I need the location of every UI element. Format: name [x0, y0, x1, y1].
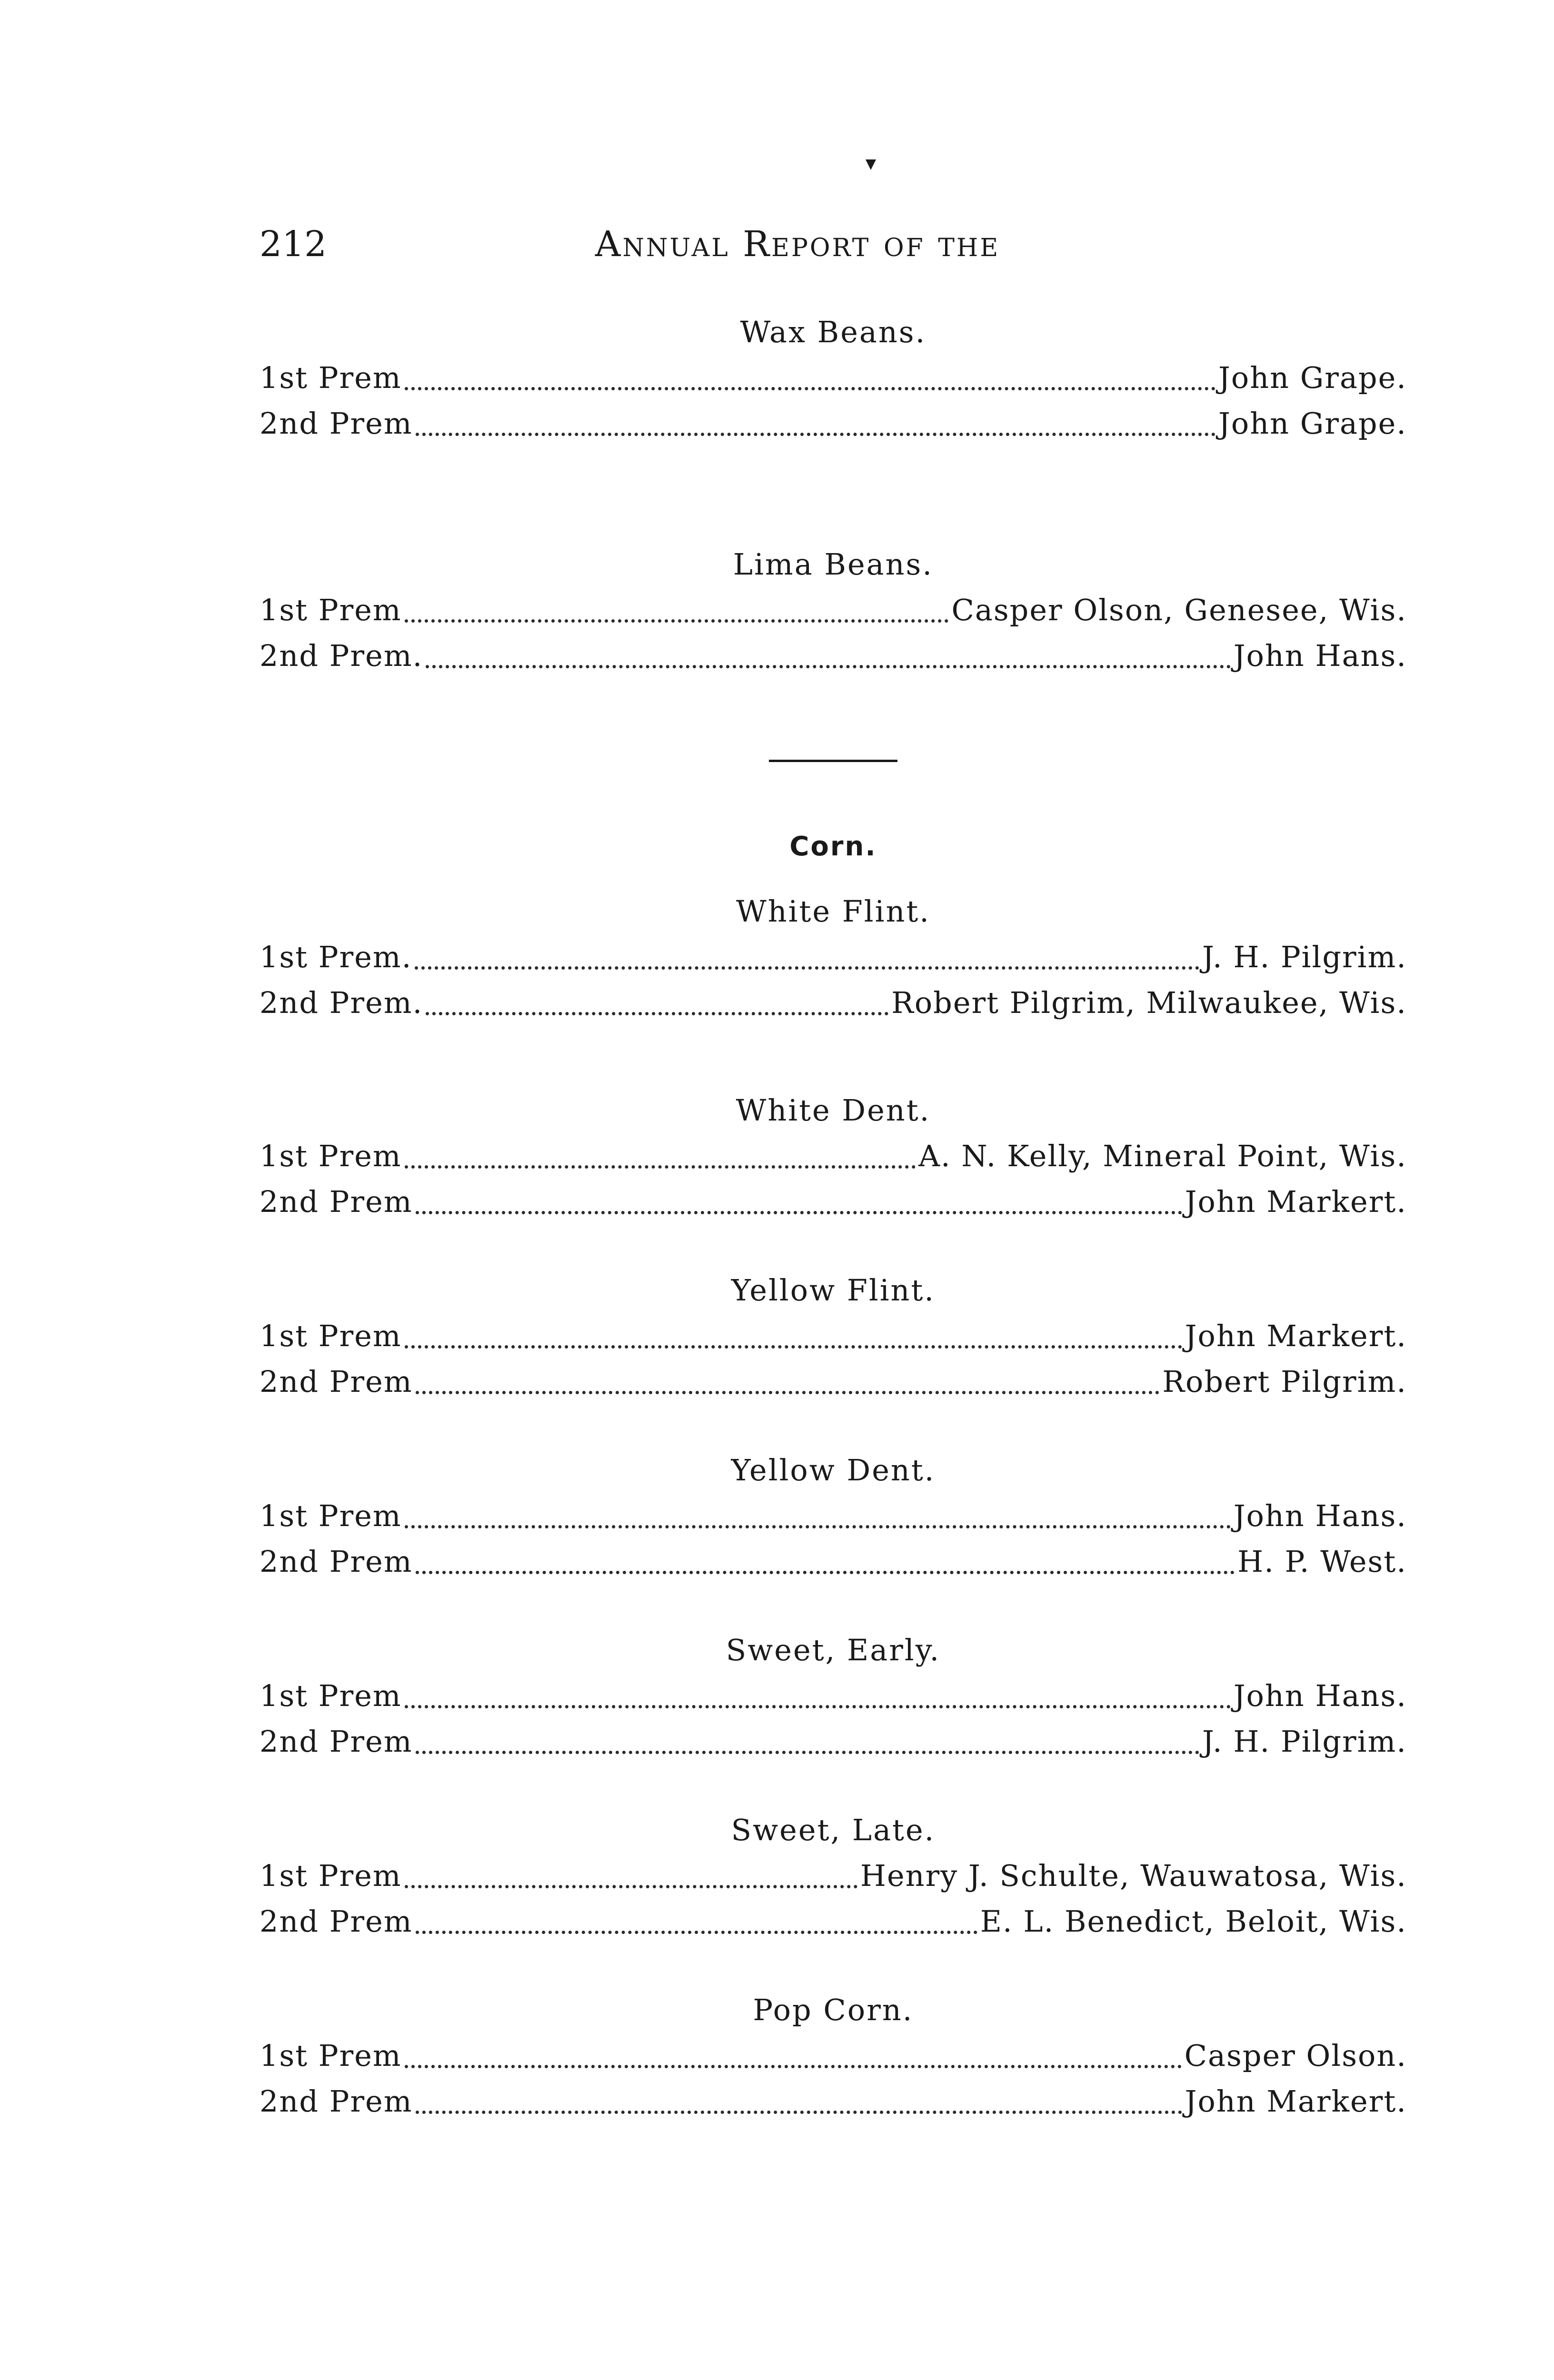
premium-winner: H. P. West. — [1237, 1544, 1407, 1579]
category-title: Pop Corn. — [753, 1993, 914, 2027]
premium-winner: J. H. Pilgrim. — [1202, 1724, 1407, 1759]
category-section — [259, 1448, 1407, 1585]
category-section — [259, 1268, 1407, 1405]
premium-winner: Robert Pilgrim, Milwaukee, Wis. — [891, 985, 1407, 1020]
category-title: Yellow Flint. — [731, 1273, 936, 1308]
premium-row — [259, 1493, 1407, 1539]
dot-leader — [416, 433, 1215, 436]
premium-winner: A. N. Kelly, Mineral Point, Wis. — [918, 1139, 1407, 1173]
premium-row — [259, 2033, 1407, 2079]
premium-row — [259, 587, 1407, 633]
category-section — [259, 1088, 1407, 1225]
premium-winner: John Markert. — [1185, 2084, 1407, 2119]
premium-row — [259, 1359, 1407, 1405]
page-number: 212 — [259, 224, 327, 265]
premium-place: 2nd Prem. — [259, 985, 423, 1020]
dot-leader — [426, 1012, 888, 1015]
premium-place: 1st Prem — [259, 360, 402, 395]
running-title: Annual Report of the — [595, 224, 1000, 265]
premium-row — [259, 934, 1407, 980]
category-section — [259, 889, 1407, 1026]
premium-list — [259, 309, 1407, 2124]
premium-row — [259, 1313, 1407, 1359]
dot-leader — [416, 2111, 1182, 2114]
premium-place: 1st Prem — [259, 1139, 402, 1173]
premium-winner: Casper Olson, Genesee, Wis. — [951, 593, 1407, 627]
category-title: Sweet, Late. — [731, 1813, 936, 1847]
dot-leader — [405, 387, 1215, 390]
dot-leader — [405, 1345, 1182, 1349]
dot-leader — [416, 1211, 1182, 1214]
category-title: Sweet, Early. — [726, 1633, 941, 1667]
printer-mark — [866, 159, 876, 170]
dot-leader — [416, 1391, 1160, 1394]
dot-leader — [426, 665, 1230, 668]
premium-winner: John Hans. — [1233, 1498, 1407, 1533]
category-section — [259, 542, 1407, 679]
dot-leader — [416, 1571, 1235, 1574]
premium-winner: Casper Olson. — [1184, 2038, 1407, 2073]
category-section — [259, 309, 1407, 446]
category-section — [259, 1627, 1407, 1765]
dot-leader — [405, 1705, 1231, 1708]
category-title: Wax Beans. — [740, 315, 926, 349]
premium-place: 2nd Prem. — [259, 638, 423, 673]
dot-leader — [415, 966, 1199, 970]
premium-winner: John Hans. — [1233, 1678, 1407, 1713]
premium-row — [259, 1133, 1407, 1179]
premium-place: 1st Prem — [259, 1498, 402, 1533]
premium-row — [259, 633, 1407, 679]
premium-row — [259, 1179, 1407, 1225]
category-title: Lima Beans. — [733, 547, 934, 582]
premium-winner: John Grape. — [1218, 406, 1407, 441]
premium-row — [259, 401, 1407, 446]
premium-place: 2nd Prem — [259, 1184, 413, 1219]
premium-row — [259, 980, 1407, 1026]
category-section — [259, 1987, 1407, 2124]
premium-row — [259, 2079, 1407, 2124]
premium-row — [259, 1673, 1407, 1719]
premium-place: 1st Prem — [259, 593, 402, 627]
page-header — [0, 224, 1554, 281]
premium-winner: John Hans. — [1233, 638, 1407, 673]
dot-leader — [416, 1931, 977, 1934]
premium-winner: J. H. Pilgrim. — [1202, 940, 1407, 974]
premium-place: 1st Prem — [259, 1678, 402, 1713]
premium-row — [259, 1853, 1407, 1899]
premium-winner: John Grape. — [1218, 360, 1407, 395]
section-heading: Corn. — [789, 831, 877, 862]
category-section — [259, 1807, 1407, 1944]
premium-winner: Henry J. Schulte, Wauwatosa, Wis. — [860, 1858, 1407, 1893]
premium-place: 2nd Prem — [259, 1904, 413, 1939]
category-title: White Dent. — [736, 1093, 931, 1128]
premium-place: 2nd Prem — [259, 2084, 413, 2119]
dot-leader — [405, 1885, 857, 1888]
premium-winner: Robert Pilgrim. — [1162, 1364, 1407, 1399]
category-title: Yellow Dent. — [731, 1453, 936, 1488]
premium-row — [259, 1539, 1407, 1585]
premium-place: 1st Prem — [259, 1319, 402, 1353]
dot-leader — [405, 2065, 1182, 2068]
premium-place: 1st Prem — [259, 2038, 402, 2073]
dot-leader — [405, 619, 949, 623]
premium-place: 1st Prem — [259, 1858, 402, 1893]
premium-winner: John Markert. — [1185, 1184, 1407, 1219]
premium-row — [259, 1719, 1407, 1765]
premium-place: 2nd Prem — [259, 406, 413, 441]
dot-leader — [405, 1525, 1231, 1528]
premium-place: 1st Prem. — [259, 940, 412, 974]
premium-winner: E. L. Benedict, Beloit, Wis. — [980, 1904, 1407, 1939]
category-title: White Flint. — [736, 894, 931, 929]
premium-row — [259, 1899, 1407, 1944]
premium-place: 2nd Prem — [259, 1364, 413, 1399]
premium-place: 2nd Prem — [259, 1724, 413, 1759]
dot-leader — [416, 1751, 1199, 1754]
dot-leader — [405, 1165, 916, 1169]
premium-row — [259, 355, 1407, 401]
premium-place: 2nd Prem — [259, 1544, 413, 1579]
premium-winner: John Markert. — [1185, 1319, 1407, 1353]
